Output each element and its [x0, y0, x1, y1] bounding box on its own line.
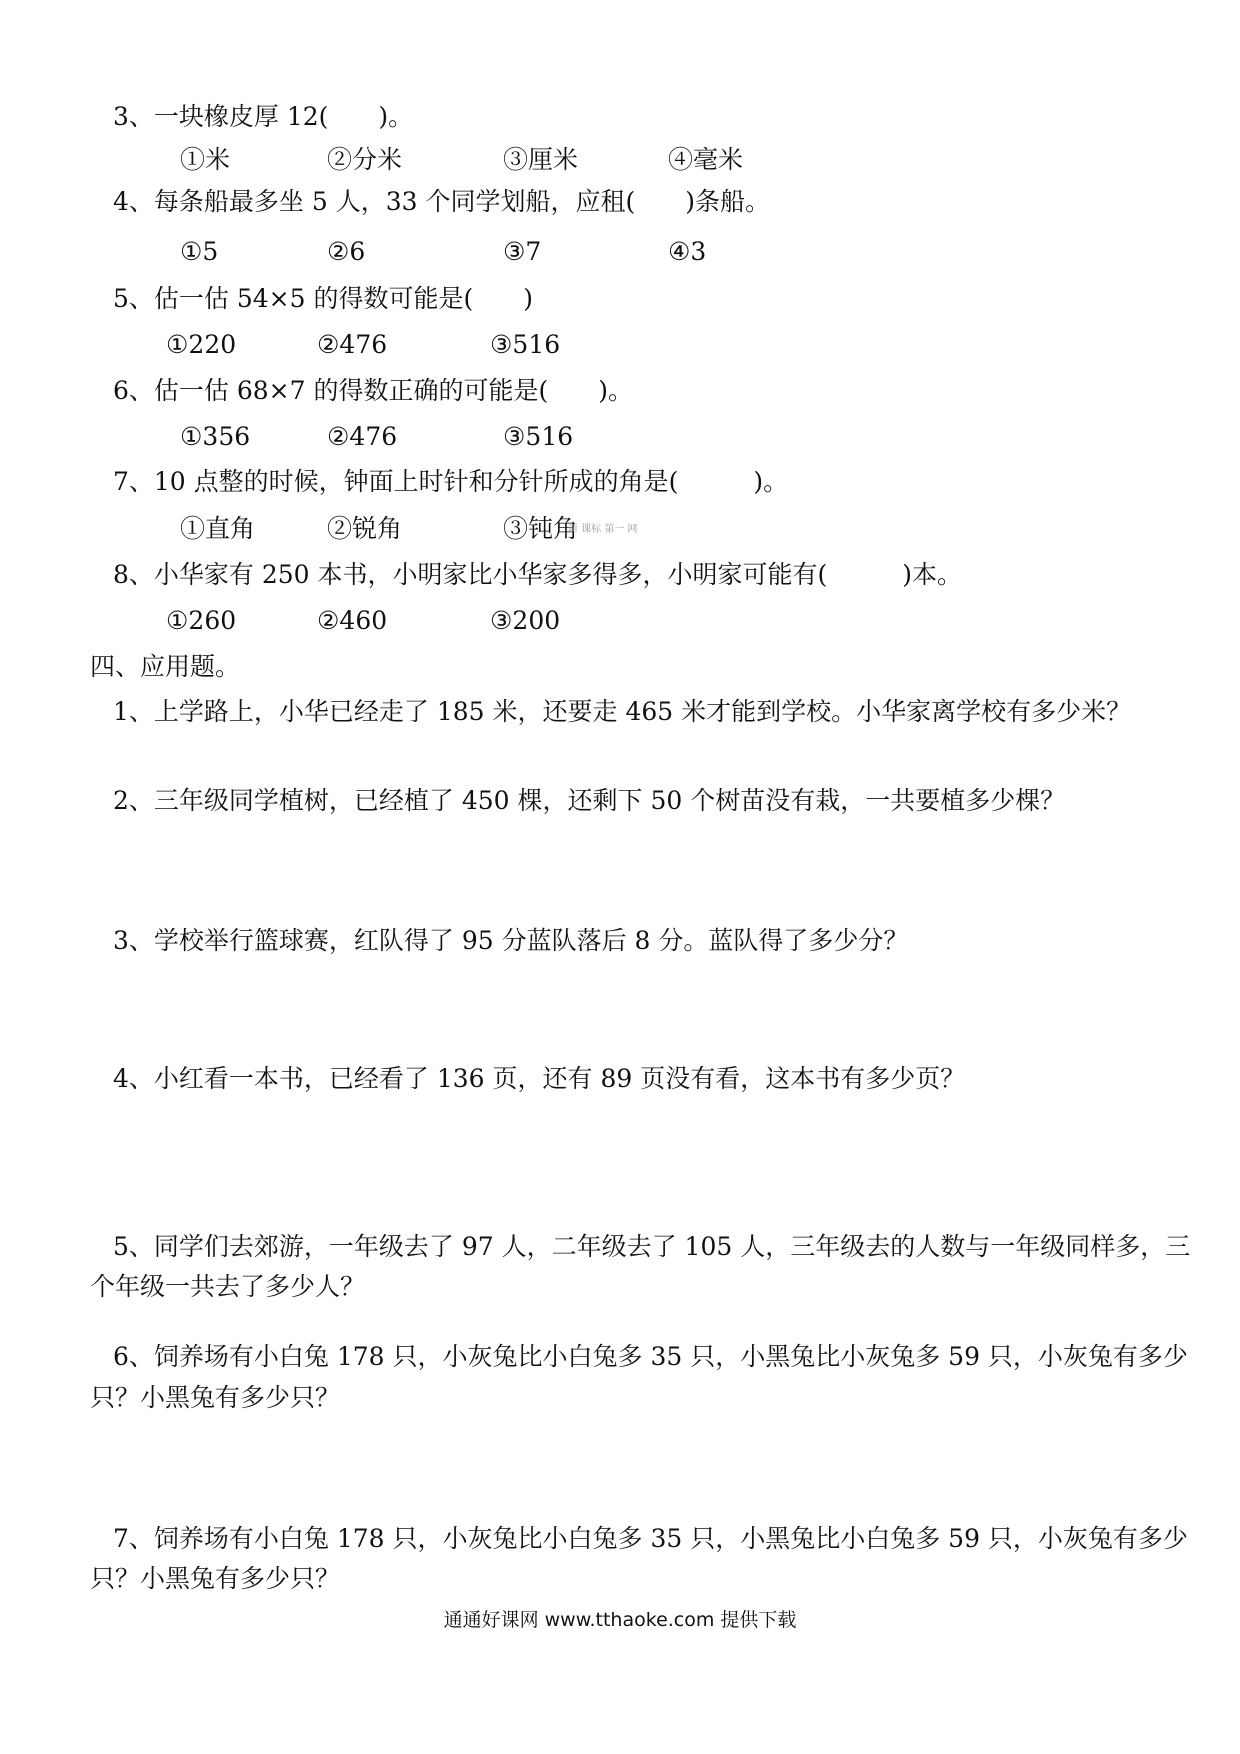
option: ①米 — [180, 145, 231, 174]
question-4-options — [0, 237, 1240, 267]
question-4-stem: 4、每条船最多坐 5 人，33 个同学划船，应租( )条船。 — [113, 187, 770, 216]
question-6-stem: 6、估一估 68×7 的得数正确的可能是( )。 — [113, 376, 633, 405]
word-problem-6-line-2: 只？小黑兔有多少只？ — [90, 1383, 341, 1412]
option: ②476 — [327, 422, 398, 451]
option: ③7 — [503, 237, 542, 266]
option: ④毫米 — [668, 145, 744, 174]
option: ①260 — [166, 606, 237, 635]
section-title: 四、应用题。 — [90, 652, 241, 681]
option: ②分米 — [327, 145, 403, 174]
question-3-options — [0, 145, 1240, 175]
option: ②6 — [327, 237, 366, 266]
option: ③516 — [490, 330, 561, 359]
option: ①5 — [180, 237, 219, 266]
question-5-options — [0, 330, 1240, 360]
question-7-stem: 7、10 点整的时候，钟面上时针和分针所成的角是( )。 — [113, 467, 789, 496]
option: ③516 — [503, 422, 574, 451]
option: ①220 — [166, 330, 237, 359]
word-problem-2: 2、三年级同学植树，已经植了 450 棵，还剩下 50 个树苗没有栽，一共要植多少棵？ — [113, 786, 1066, 815]
word-problem-4: 4、小红看一本书，已经看了 136 页，还有 89 页没有看，这本书有多少页？ — [113, 1064, 966, 1093]
question-6-options — [0, 422, 1240, 452]
option: ③厘米 — [503, 145, 579, 174]
word-problem-7-line-2: 只？小黑兔有多少只？ — [90, 1564, 341, 1593]
question-8-options — [0, 606, 1240, 636]
word-problem-1: 1、上学路上，小华已经走了 185 米，还要走 465 米才能到学校。小华家离学校有多少米？ — [113, 697, 1132, 726]
word-problem-7-line-1: 7、饲养场有小白兔 178 只，小灰兔比小白兔多 35 只，小黑兔比小白兔多 59 只，小灰兔有多少 — [113, 1524, 1188, 1553]
word-problem-5-line-2: 个年级一共去了多少人？ — [90, 1272, 366, 1301]
question-3-stem: 3、一块橡皮厚 12( )。 — [113, 102, 414, 131]
option: ④3 — [668, 237, 707, 266]
watermark: 新 课标 第一 网 — [568, 524, 638, 535]
option: ③200 — [490, 606, 561, 635]
option: ②锐角 — [327, 514, 403, 543]
option: ③钝角 — [503, 514, 579, 543]
word-problem-5-line-1: 5、同学们去郊游，一年级去了 97 人，二年级去了 105 人，三年级去的人数与一年级同样多，三 — [113, 1232, 1191, 1261]
option: ①直角 — [180, 514, 256, 543]
word-problem-3: 3、学校举行篮球赛，红队得了 95 分蓝队落后 8 分。蓝队得了多少分？ — [113, 926, 909, 955]
option: ②460 — [317, 606, 388, 635]
question-5-stem: 5、估一估 54×5 的得数可能是( ) — [113, 284, 533, 313]
word-problem-6-line-1: 6、饲养场有小白兔 178 只，小灰兔比小白兔多 35 只，小黑兔比小灰兔多 59 只，小灰兔有多少 — [113, 1342, 1188, 1371]
question-8-stem: 8、小华家有 250 本书，小明家比小华家多得多，小明家可能有( )本。 — [113, 560, 963, 589]
option: ①356 — [180, 422, 251, 451]
footer: 通通好课网 www.tthaoke.com 提供下载 — [443, 1609, 797, 1631]
option: ②476 — [317, 330, 388, 359]
